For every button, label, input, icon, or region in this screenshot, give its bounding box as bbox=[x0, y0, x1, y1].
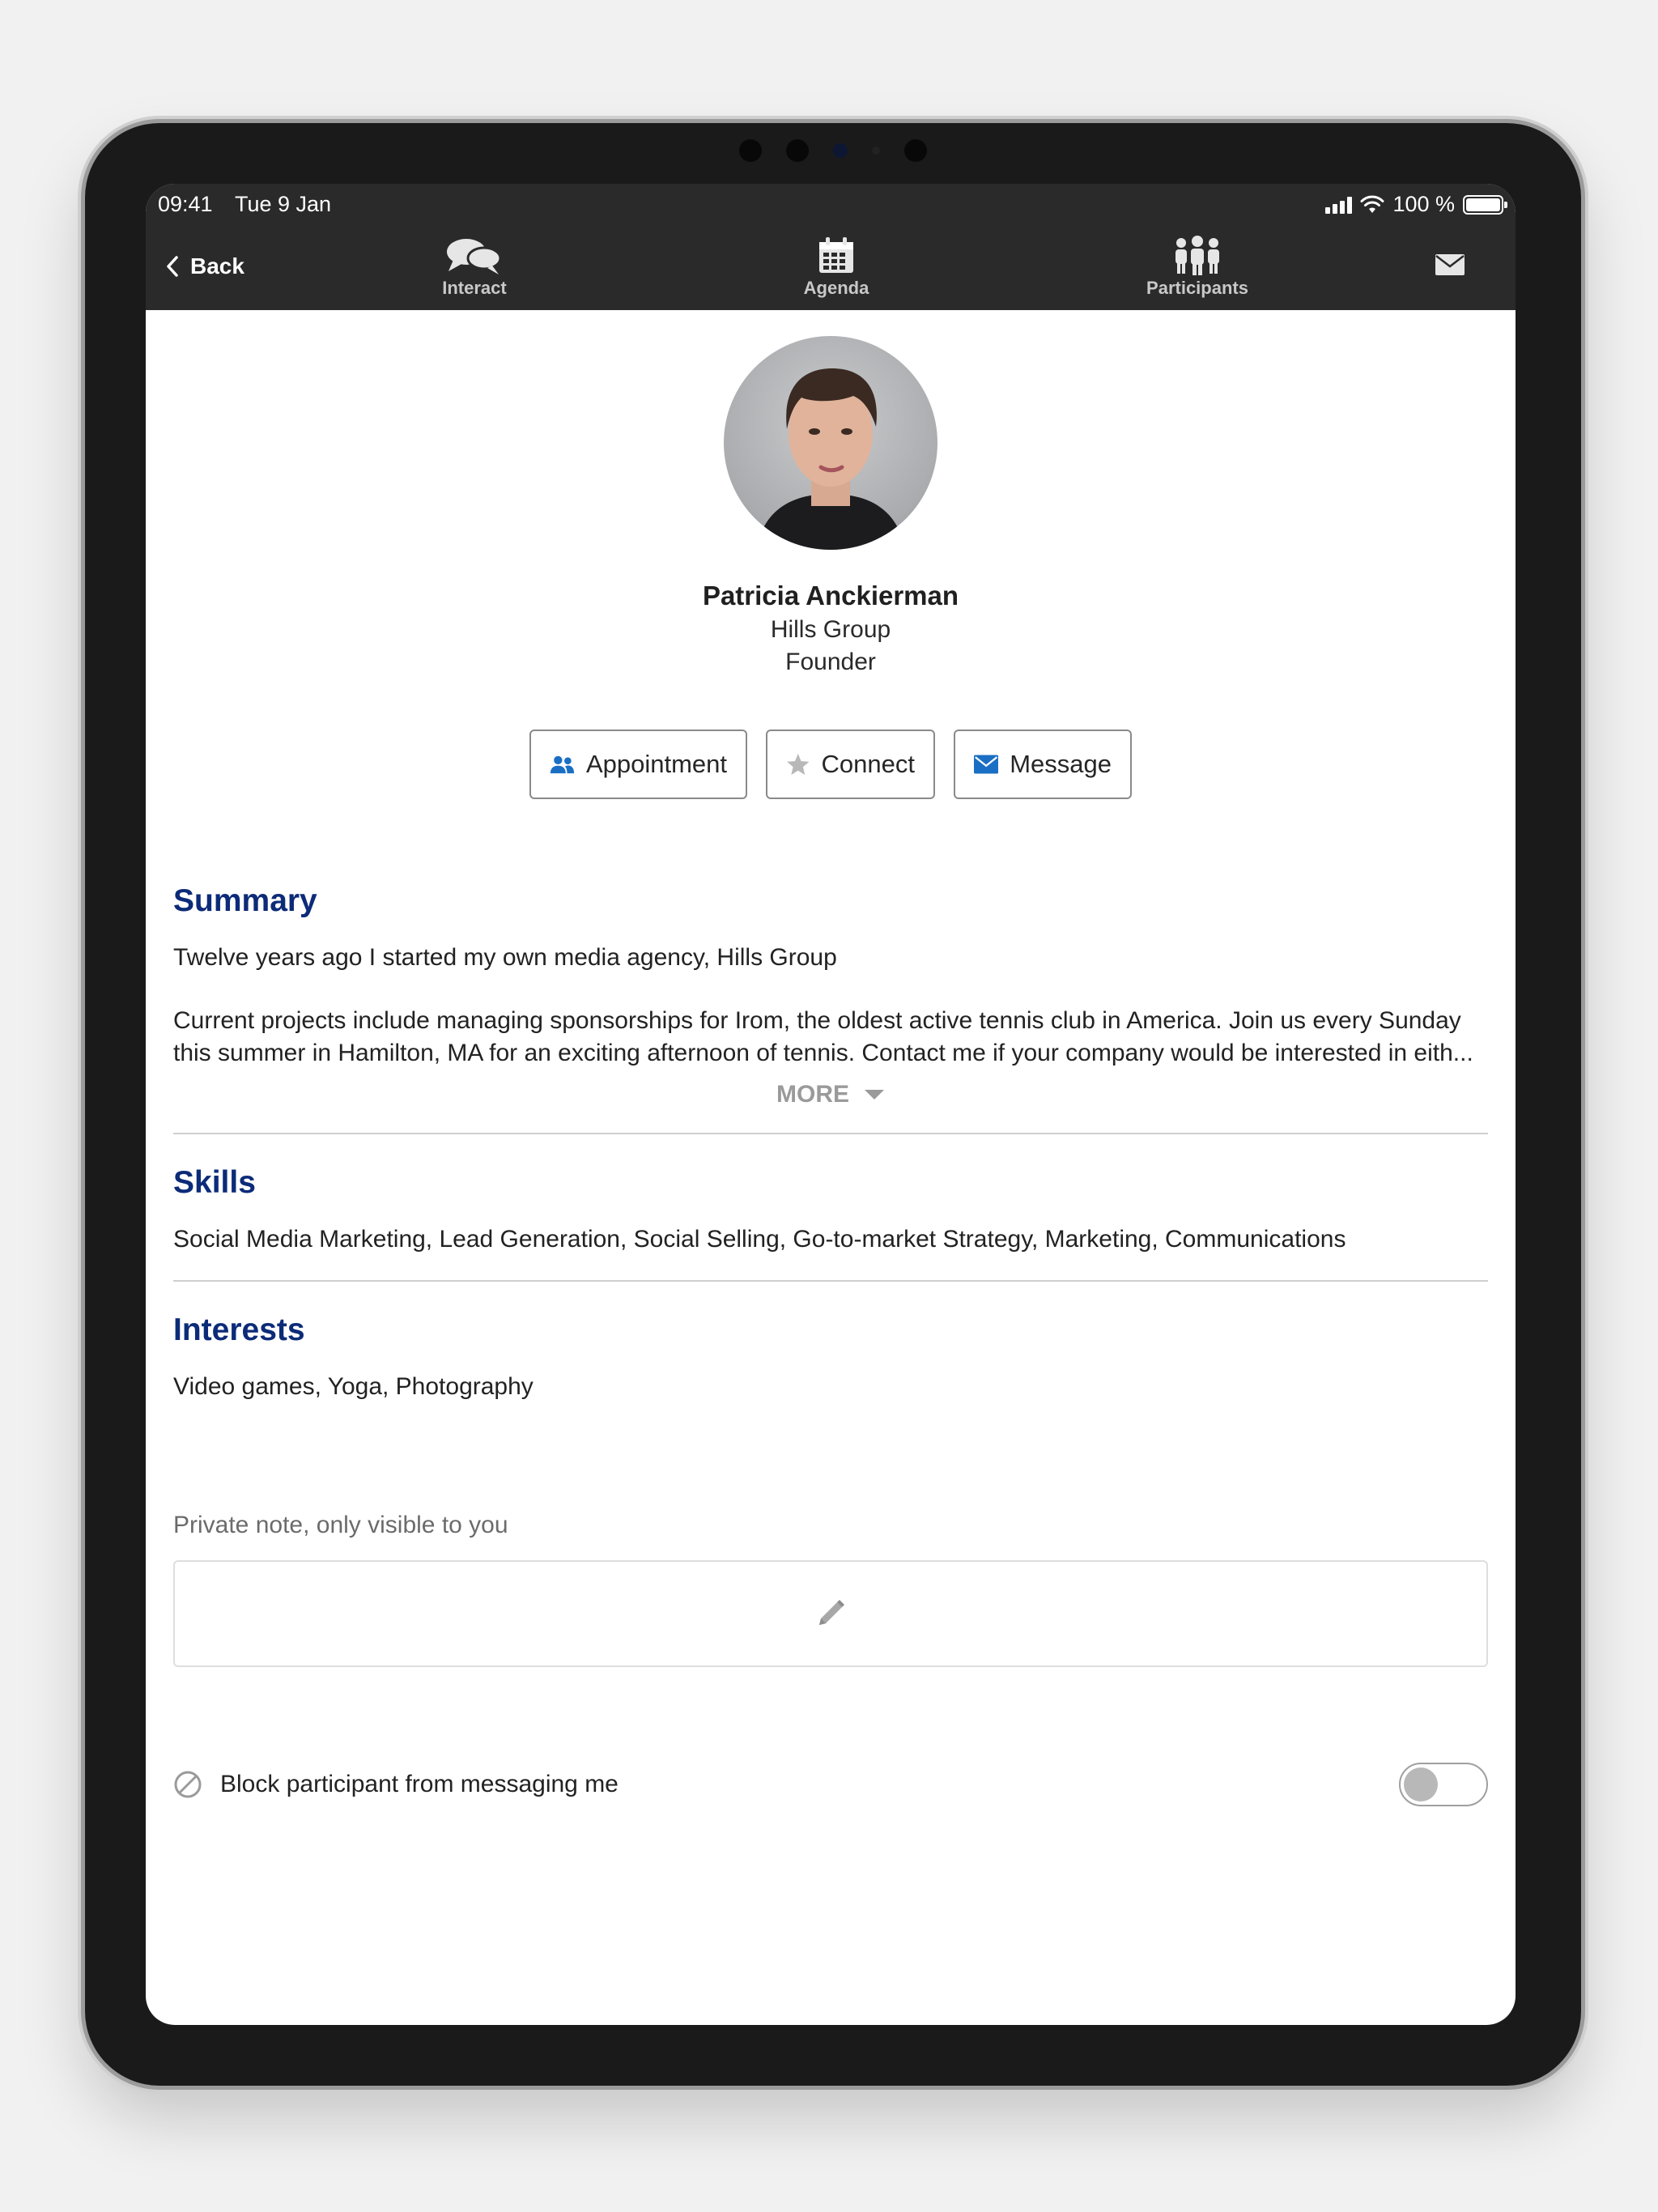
sensor bbox=[739, 139, 762, 162]
pencil-icon bbox=[813, 1596, 848, 1631]
block-participant-toggle[interactable] bbox=[1399, 1763, 1488, 1806]
envelope-icon bbox=[974, 754, 998, 775]
volume-up-button bbox=[1580, 259, 1588, 332]
nav-bar bbox=[146, 229, 1516, 310]
wifi-icon bbox=[1360, 195, 1384, 215]
more-toggle[interactable] bbox=[173, 1081, 1488, 1108]
toggle-knob bbox=[1404, 1767, 1438, 1802]
interests-text: Video games, Yoga, Photography bbox=[173, 1373, 534, 1400]
summary-title: Summary bbox=[173, 883, 317, 918]
chevron-left-icon bbox=[166, 255, 179, 278]
block-participant-label: Block participant from messaging me bbox=[220, 1771, 619, 1797]
more-label: MORE bbox=[776, 1081, 849, 1108]
calendar-icon bbox=[816, 236, 857, 276]
volume-down-button bbox=[1580, 340, 1588, 413]
back-label: Back bbox=[190, 253, 244, 279]
action-buttons bbox=[146, 730, 1516, 799]
back-button[interactable] bbox=[166, 253, 244, 279]
battery-percent: 100 % bbox=[1392, 192, 1455, 216]
summary-paragraph-2: Current projects include managing sponsorships for Irom, the oldest active tennis club in America. Join us every Sunday this summer in Hamilton, MA for an exciting afternoon of tennis. Contact me if your company would be interested in eith... bbox=[173, 1007, 1473, 1066]
camera-strip bbox=[85, 139, 1581, 162]
profile-name: Patricia Anckierman bbox=[702, 581, 959, 610]
tab-participants[interactable] bbox=[1116, 236, 1278, 299]
mail-button[interactable] bbox=[1435, 253, 1465, 280]
connect-button[interactable] bbox=[766, 730, 935, 799]
chat-bubbles-icon bbox=[442, 236, 507, 276]
status-bar bbox=[146, 184, 1516, 229]
skills-title: Skills bbox=[173, 1165, 256, 1200]
profile-role: Founder bbox=[785, 649, 876, 675]
signal-icon bbox=[1325, 196, 1352, 214]
summary-paragraph-1: Twelve years ago I started my own media agency, Hills Group bbox=[173, 944, 837, 971]
tab-agenda[interactable] bbox=[755, 236, 917, 299]
message-button[interactable] bbox=[954, 730, 1132, 799]
people-icon bbox=[1171, 236, 1223, 276]
sensor bbox=[786, 139, 809, 162]
skills-text: Social Media Marketing, Lead Generation, Social Selling, Go-to-market Strategy, Marketing, Communications bbox=[173, 1226, 1346, 1253]
message-label: Message bbox=[1010, 750, 1112, 778]
person-photo-icon bbox=[724, 336, 937, 550]
status-right bbox=[1325, 192, 1503, 217]
avatar bbox=[724, 336, 937, 550]
block-participant-row bbox=[173, 1763, 1488, 1806]
battery-icon bbox=[1463, 195, 1503, 215]
tab-participants-label: Participants bbox=[1146, 278, 1248, 298]
tablet-frame bbox=[85, 123, 1581, 2086]
caret-down-icon bbox=[864, 1089, 885, 1100]
status-date: Tue 9 Jan bbox=[235, 192, 332, 216]
private-note-field[interactable] bbox=[173, 1560, 1488, 1667]
tab-agenda-label: Agenda bbox=[803, 278, 869, 298]
block-icon bbox=[173, 1770, 202, 1799]
camera-lens bbox=[833, 143, 848, 158]
divider bbox=[173, 1133, 1488, 1134]
profile-content bbox=[146, 883, 1516, 1806]
tab-interact[interactable] bbox=[393, 236, 555, 299]
envelope-icon bbox=[1435, 253, 1465, 276]
connect-label: Connect bbox=[821, 750, 915, 778]
interests-title: Interests bbox=[173, 1312, 305, 1347]
appointment-button[interactable] bbox=[529, 730, 747, 799]
sensor bbox=[904, 139, 927, 162]
profile-company: Hills Group bbox=[770, 616, 891, 643]
private-note-label: Private note, only visible to you bbox=[173, 1512, 508, 1538]
star-icon bbox=[786, 751, 810, 778]
screen bbox=[146, 184, 1516, 2025]
block-participant-label-group bbox=[173, 1770, 619, 1799]
profile-header bbox=[146, 336, 1516, 799]
status-time: 09:41 bbox=[158, 192, 213, 216]
divider bbox=[173, 1280, 1488, 1282]
sensor bbox=[872, 147, 880, 155]
users-icon bbox=[550, 753, 575, 776]
appointment-label: Appointment bbox=[585, 750, 727, 778]
tab-interact-label: Interact bbox=[442, 278, 507, 298]
